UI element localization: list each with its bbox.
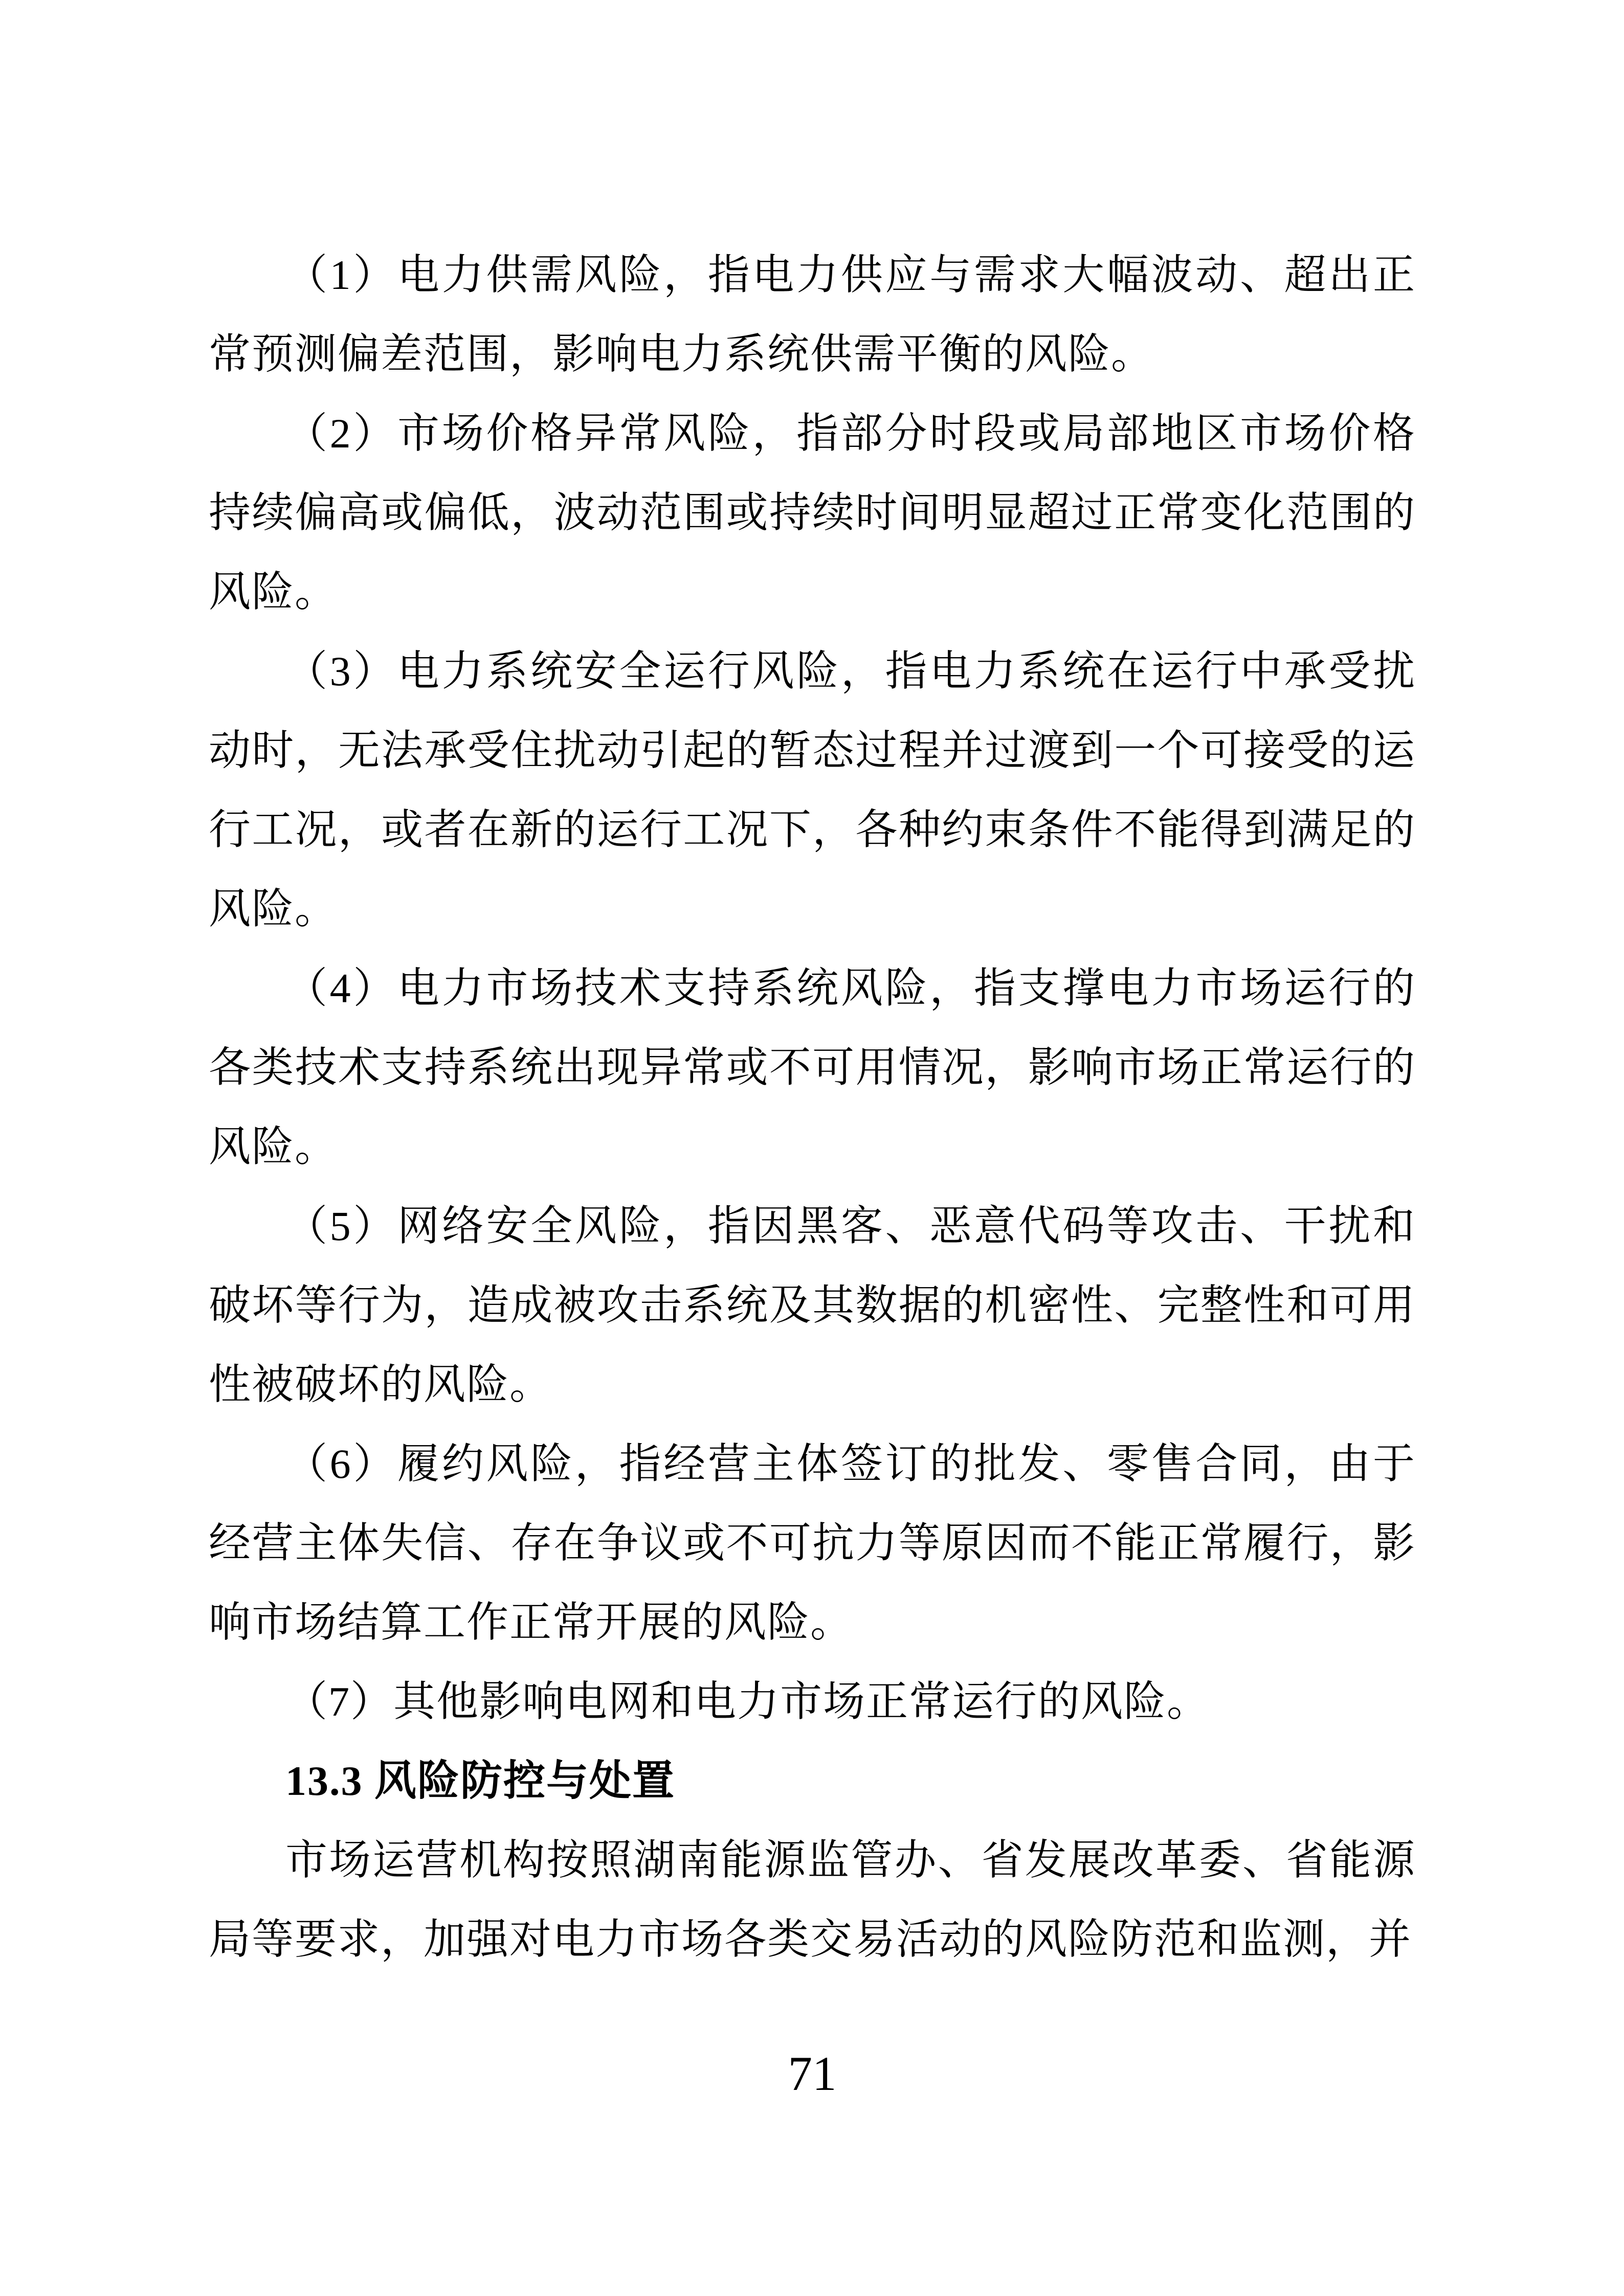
body-paragraph-risk-control: 市场运营机构按照湖南能源监管办、省发展改革委、省能源局等要求，加强对电力市场各类交易活动的风险防范和监测，并 (209, 1837, 1416, 1963)
body-paragraph-risk-2: （2）市场价格异常风险，指部分时段或局部地区市场价格持续偏高或偏低，波动范围或持续时间明显超过正常变化范围的风险。 (209, 410, 1416, 615)
body-paragraph-risk-3: （3）电力系统安全运行风险，指电力系统在运行中承受扰动时，无法承受住扰动引起的暂态过程并过渡到一个可接受的运行工况，或者在新的运行工况下，各种约束条件不能得到满足的风险。 (209, 648, 1416, 932)
body-paragraph-risk-6: （6）履约风险，指经营主体签订的批发、零售合同，由于经营主体失信、存在争议或不可抗力等原因而不能正常履行，影响市场结算工作正常开展的风险。 (209, 1440, 1416, 1646)
body-paragraph-risk-1: （1）电力供需风险，指电力供应与需求大幅波动、超出正常预测偏差范围，影响电力系统供需平衡的风险。 (209, 252, 1416, 377)
body-paragraph-risk-4: （4）电力市场技术支持系统风险，指支撑电力市场运行的各类技术支持系统出现异常或不可用情况，影响市场正常运行的风险。 (209, 965, 1416, 1170)
page-number: 71 (788, 2046, 837, 2101)
section-heading-13-3: 13.3 风险防控与处置 (285, 1758, 676, 1804)
body-paragraph-risk-7: （7）其他影响电网和电力市场正常运行的风险。 (285, 1678, 1210, 1725)
body-paragraph-risk-5: （5）网络安全风险，指因黑客、恶意代码等攻击、干扰和破坏等行为，造成被攻击系统及其数据的机密性、完整性和可用性被破坏的风险。 (209, 1203, 1416, 1408)
